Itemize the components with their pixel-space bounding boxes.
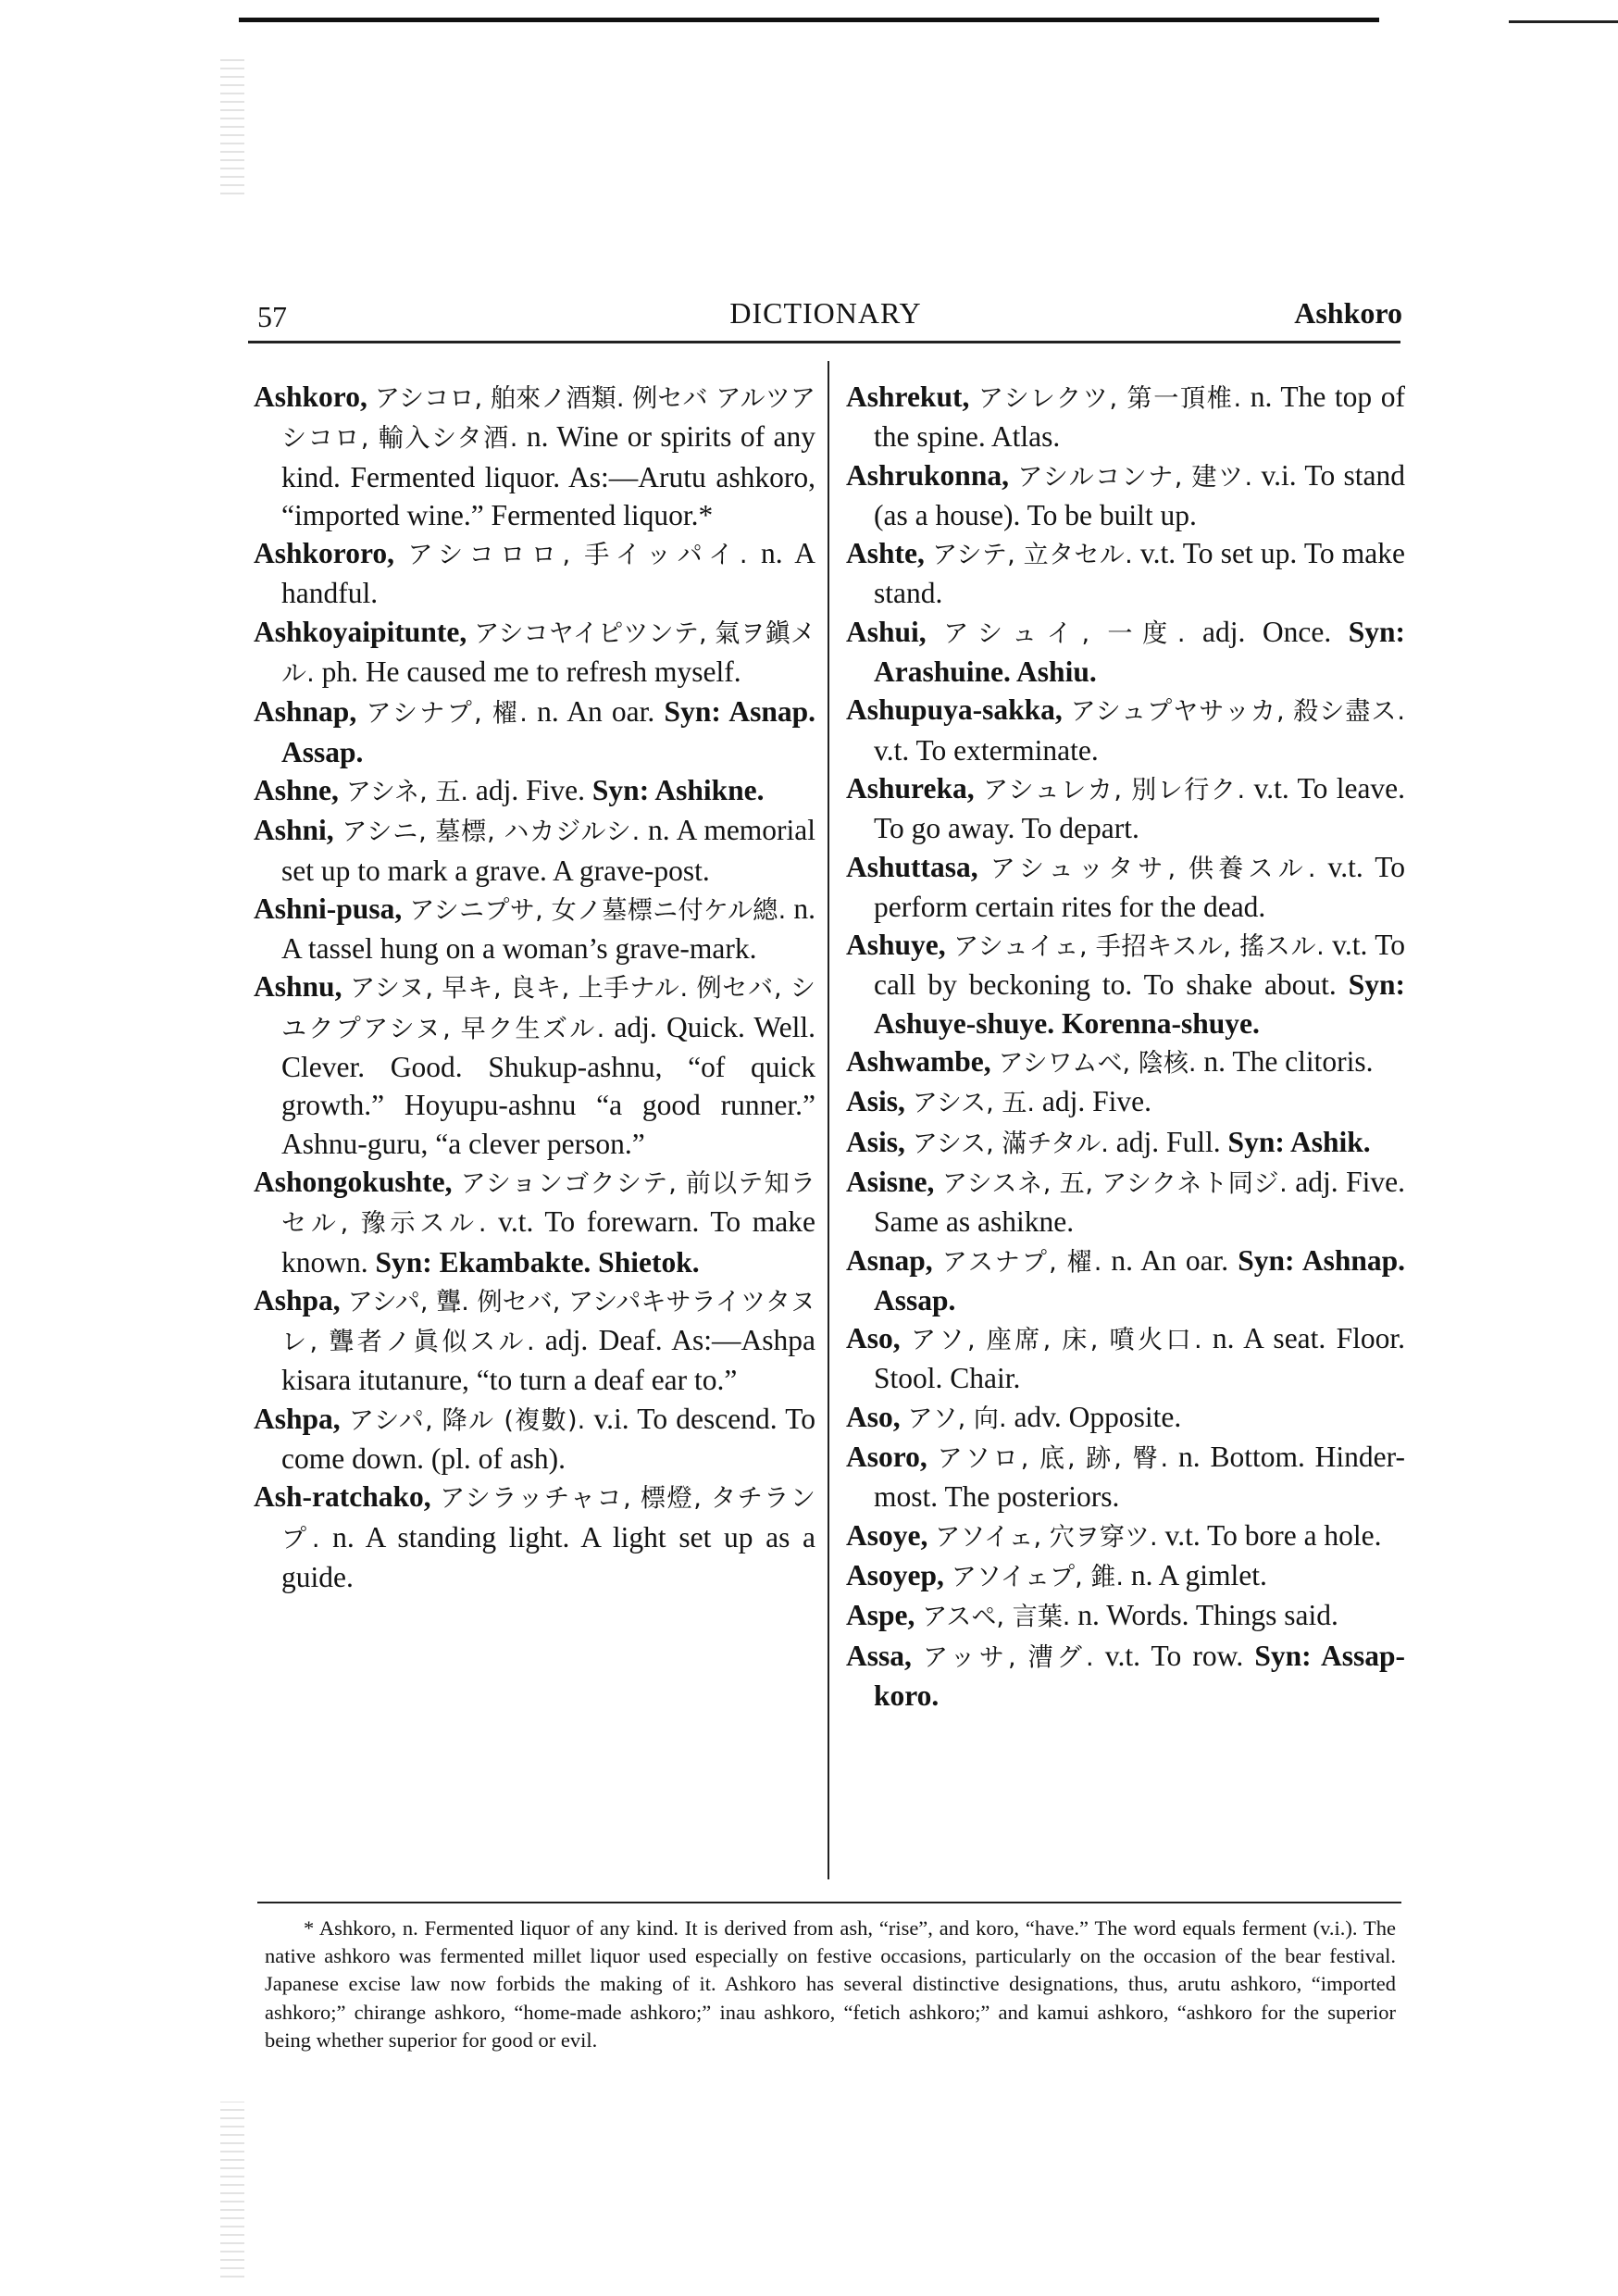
japanese-gloss: アシニプサ, 女ノ墓標ニ付ケル總. (409, 895, 787, 925)
dictionary-entry (846, 1319, 1405, 1398)
definition: adj. Quick. Well. Clever. Good. Shukup-ashnu, “of quick growth.” Hoyupu-ashnu “a good runner.” Ashnu-guru, “a clever person.” (281, 1010, 816, 1160)
headword: Ashwambe, (846, 1045, 991, 1079)
dictionary-entry (846, 926, 1405, 1042)
dictionary-entry (846, 1123, 1405, 1163)
dictionary-entry (254, 771, 815, 811)
headword: Ashpa, (254, 1402, 341, 1435)
footnote: * Ashkoro, n. Fermented liquor of any kind. It is derived from ash, “rise”, and koro, “have.” The word equals ferment (v.i.). The native ashkoro was fermented millet liquor used especially on festive occasions, particularly on the occasion of the bear festival. Japanese excise law now forbids the making of it. Ashkoro has several distinctive designations, thus, arutu ashkoro, “imported ashkoro;” chirange ashkoro, “home-made ashkoro;” inau ashkoro, “fetich ashkoro;” and kamui ashkoro, “ashkoro for the superior being whether superior for good or evil. (265, 1916, 1396, 2052)
japanese-gloss: アシテ, 立タセル. (932, 541, 1133, 570)
definition: adj. Deaf. As:—Ashpa kisara itutanure, “to turn a deaf ear to.” (281, 1324, 816, 1397)
headword: Ashongokushte, (254, 1165, 453, 1198)
definition: n. The top of the spine. Atlas. (874, 381, 1405, 454)
japanese-gloss: アシスネ, 五, アシクネト同ジ. (941, 1168, 1288, 1198)
japanese-gloss: アソイェプ, 錐. (951, 1562, 1125, 1591)
definition: n. An oar. (537, 695, 655, 729)
synonyms: Syn: Ashik. (1227, 1125, 1371, 1158)
dictionary-entry (846, 1556, 1405, 1596)
synonyms: Syn: Ashnap. Assap. (874, 1243, 1406, 1316)
japanese-gloss: アソ, 座席, 床, 噴火口. (910, 1326, 1202, 1355)
synonyms: Syn: Ekambakte. Shietok. (375, 1245, 700, 1279)
japanese-gloss: アソイェ, 穴ヲ穿ツ. (935, 1522, 1158, 1552)
japanese-gloss: アションゴクシテ, 前以テ知ラセル, 豫示スル. (281, 1168, 815, 1239)
definition: ph. He caused me to refresh myself. (321, 655, 741, 689)
definition: adj. Five. Same as ashikne. (874, 1165, 1405, 1239)
headword: Ashkoro, (254, 381, 367, 413)
japanese-gloss: アシュイ, 一度. (943, 618, 1186, 648)
headword: Aso, (846, 1400, 901, 1433)
dictionary-entry (846, 691, 1405, 769)
dictionary-entry (254, 1163, 815, 1281)
dictionary-entry (254, 890, 815, 968)
headword: Asoyep, (846, 1558, 944, 1591)
dictionary-entry (254, 613, 815, 693)
definition: adj. Full. (1115, 1125, 1221, 1158)
japanese-gloss: アシコロ, 舶來ノ酒類. 例セバ アルツアシコロ, 輸入シタ酒. (281, 384, 816, 454)
dictionary-entry (846, 769, 1405, 848)
headword: Ashpa, (254, 1283, 341, 1316)
japanese-gloss: アシパ, 降ル (複數). (348, 1405, 586, 1435)
dictionary-entry (846, 1042, 1405, 1082)
japanese-gloss: アシコヤイピツンテ, 氣ヲ鎭メル. (281, 618, 815, 689)
headword: Ash-ratchako, (254, 1480, 431, 1514)
dictionary-entry (254, 1400, 815, 1479)
headword: Ashnap, (254, 695, 357, 729)
japanese-gloss: アシワムベ, 陰核. (998, 1049, 1197, 1079)
synonyms: Syn: Arashuine. Ashiu. (874, 615, 1406, 689)
headword: Asis, (846, 1085, 905, 1118)
definition: n. A seat. Floor. Stool. Chair. (874, 1322, 1405, 1395)
definition: v.t. To perform certain rites for the dead. (874, 850, 1406, 923)
scan-margin-noise (220, 56, 244, 194)
synonyms: Syn: Ashikne. (591, 773, 765, 806)
japanese-gloss: アシニ, 墓標, ハカジルシ. (342, 817, 641, 847)
definition: n. A gimlet. (1130, 1558, 1267, 1591)
definition: n. Bottom. Hinder-most. The posteriors. (874, 1441, 1406, 1514)
dictionary-entry (846, 1516, 1405, 1556)
headword: Ashne, (254, 773, 339, 806)
definition: v.t. To call by beckoning to. To shake about. (874, 929, 1405, 1002)
japanese-gloss: アシヌ, 早キ, 良キ, 上手ナル. 例セバ, シユクプアシヌ, 早ク生ズル. (281, 974, 815, 1043)
definition: v.i. To descend. To come down. (pl. of ash). (281, 1402, 816, 1476)
headword: Asoye, (846, 1518, 928, 1552)
japanese-gloss: アシラッチャコ, 標燈, タチランプ. (281, 1484, 816, 1554)
dictionary-entry (846, 1082, 1405, 1122)
headword: Ashte, (846, 537, 925, 570)
headword: Ashrukonna, (846, 458, 1009, 492)
synonyms: Syn: Assap-koro. (874, 1639, 1406, 1712)
definition: v.t. To bore a hole. (1164, 1518, 1382, 1552)
dictionary-entry (254, 1478, 815, 1596)
dictionary-entry (846, 1398, 1405, 1438)
headword: Ashuttasa, (846, 850, 978, 883)
dictionary-entry (254, 1281, 815, 1400)
guide-word: Ashkoro (1294, 296, 1402, 330)
headword: Ashrekut, (846, 381, 970, 413)
right-column (846, 378, 1405, 1715)
japanese-gloss: アシパ, 聾. 例セバ, アシパキサライツタヌレ, 聾者ノ眞似スル. (281, 1287, 815, 1357)
dictionary-entry (846, 613, 1405, 692)
japanese-gloss: アッサ, 漕グ. (923, 1642, 1094, 1672)
top-rule (239, 18, 1379, 22)
japanese-gloss: アシュイェ, 手招キスル, 搖スル. (953, 932, 1325, 962)
definition: n. A tassel hung on a woman’s grave-mark. (281, 892, 816, 966)
japanese-gloss: アシュプヤサッカ, 殺シ盡ス. (1070, 697, 1405, 727)
japanese-gloss: アソ, 向. (907, 1404, 1007, 1433)
japanese-gloss: アシス, 滿チタル. (912, 1129, 1109, 1158)
running-title: DICTIONARY (729, 296, 922, 330)
headword: Asis, (846, 1125, 905, 1158)
headword: Ashkororo, (254, 537, 394, 570)
definition: n. A standing light. A light set up as a guide. (281, 1520, 816, 1593)
definition: adj. Five. (1041, 1085, 1152, 1118)
japanese-gloss: アシュッタサ, 供養スル. (989, 854, 1316, 883)
japanese-gloss: アシネ, 五. (345, 777, 469, 806)
definition: v.t. To forewarn. To make known. (281, 1205, 816, 1279)
definition: v.t. To row. (1104, 1639, 1244, 1672)
japanese-gloss: アスペ, 言葉. (922, 1603, 1071, 1632)
japanese-gloss: アシナプ, 櫂. (366, 699, 528, 729)
japanese-gloss: アスナプ, 櫂. (941, 1247, 1102, 1277)
left-column (254, 378, 815, 1596)
dictionary-entry (846, 1438, 1405, 1516)
page-number: 57 (257, 300, 287, 333)
definition: n. A memorial set up to mark a grave. A grave-post. (281, 814, 816, 887)
dictionary-entry (846, 534, 1405, 613)
headword: Ashuye, (846, 929, 946, 962)
synonyms: Syn: Ashuye-shuye. Korenna-shuye. (874, 968, 1406, 1040)
dictionary-entry (846, 1637, 1405, 1716)
definition: v.t. To exterminate. (874, 733, 1099, 767)
headword: Ashureka, (846, 771, 975, 805)
definition: adj. Once. (1201, 615, 1332, 648)
synonyms: Syn: Asnap. Assap. (281, 695, 816, 768)
dictionary-entry (846, 456, 1405, 535)
definition: adj. Five. (475, 773, 586, 806)
headword: Asisne, (846, 1165, 935, 1198)
dictionary-entry (254, 378, 815, 534)
headword: Ashkoyaipitunte, (254, 615, 467, 648)
headword: Aso, (846, 1322, 901, 1355)
dictionary-entry (846, 1163, 1405, 1242)
japanese-gloss: アシコロロ, 手イッパイ. (407, 541, 748, 570)
headword: Asoro, (846, 1441, 927, 1474)
definition: n. An oar. (1111, 1243, 1229, 1277)
dictionary-entry (846, 378, 1405, 456)
headword: Assa, (846, 1639, 912, 1672)
headword: Ashupuya-sakka, (846, 693, 1063, 727)
definition: v.i. To stand (as a house). To be built up. (874, 458, 1406, 531)
scan-margin-noise-lower (220, 2102, 244, 2277)
headword: Ashni, (254, 814, 334, 847)
japanese-gloss: アシュレカ, 別レ行ク. (983, 775, 1246, 805)
dictionary-entry (846, 848, 1405, 927)
dictionary-entry (846, 1596, 1405, 1636)
column-divider (828, 361, 829, 1879)
japanese-gloss: アソロ, 底, 跡, 臀. (937, 1444, 1169, 1474)
definition: n. Wine or spirits of any kind. Fermented liquor. As:—Arutu ashkoro, “imported wine.” Fermented liquor.* (281, 420, 815, 531)
definition: v.t. To leave. To go away. To depart. (874, 771, 1406, 845)
dictionary-entry (254, 811, 815, 890)
japanese-gloss: アシルコンナ, 建ツ. (1017, 462, 1253, 492)
definition: adv. Opposite. (1014, 1400, 1182, 1433)
definition: v.t. To set up. To make stand. (874, 537, 1406, 610)
definition: n. Words. Things said. (1077, 1599, 1338, 1632)
dictionary-entry (254, 693, 815, 771)
footnote-rule (257, 1902, 1401, 1903)
headword: Aspe, (846, 1599, 915, 1632)
headword: Ashni-pusa, (254, 892, 403, 925)
header-rule (248, 341, 1400, 343)
top-rule-fragment (1509, 20, 1618, 23)
headword: Ashui, (846, 615, 927, 648)
definition: n. The clitoris. (1203, 1045, 1374, 1079)
japanese-gloss: アシス, 五. (912, 1089, 1036, 1118)
page-header (252, 293, 1400, 333)
dictionary-entry (254, 967, 815, 1162)
headword: Asnap, (846, 1243, 933, 1277)
definition: n. A handful. (281, 537, 816, 610)
headword: Ashnu, (254, 970, 342, 1004)
dictionary-entry (846, 1242, 1405, 1320)
dictionary-entry (254, 534, 815, 613)
japanese-gloss: アシレクツ, 第一頂椎. (977, 384, 1242, 413)
